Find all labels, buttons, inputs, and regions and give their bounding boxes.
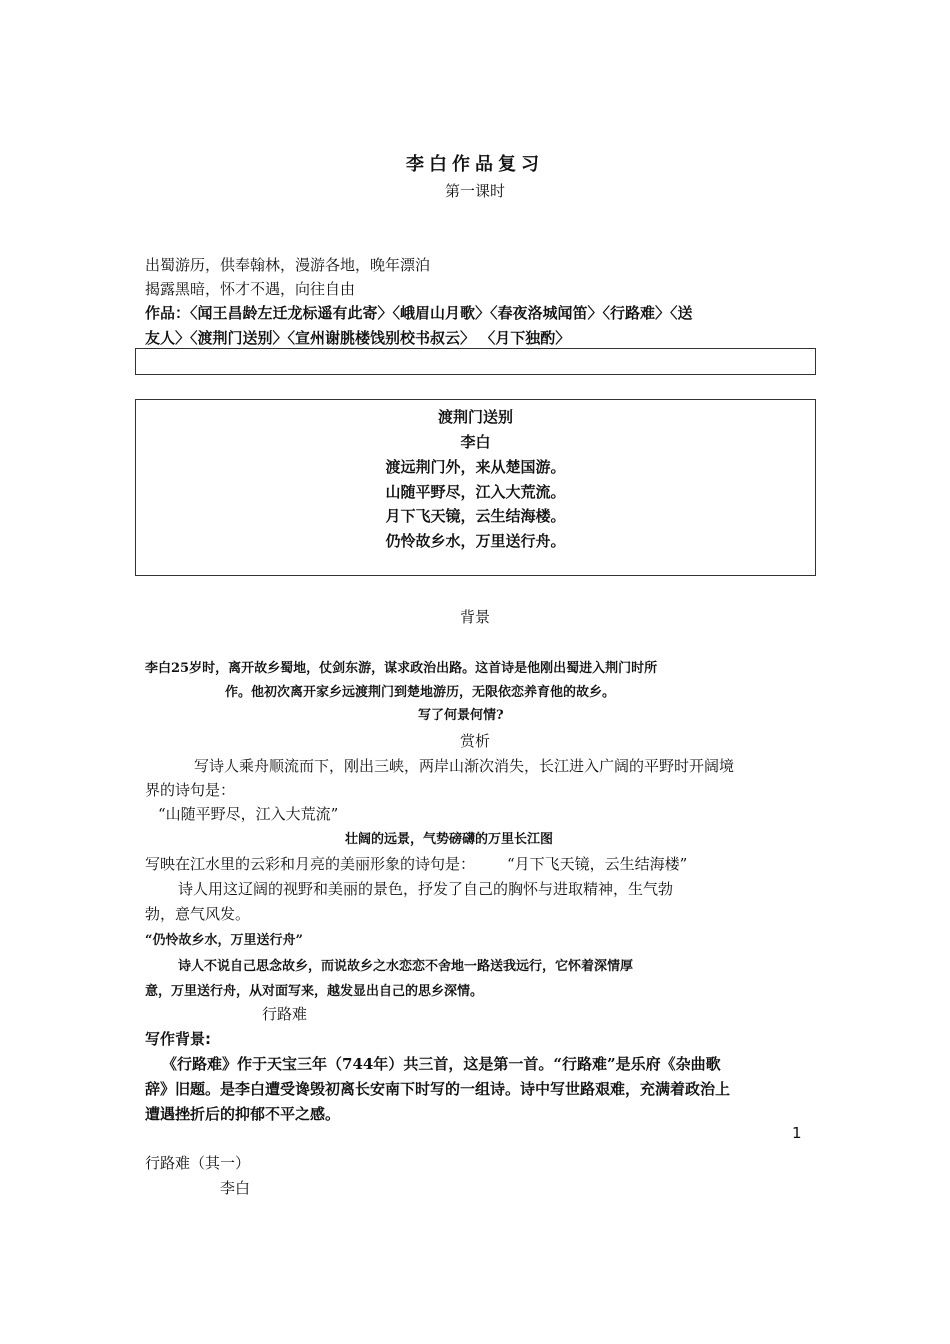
background-question: 写了何景何情?	[418, 708, 504, 723]
writing-background-line-2: 辞》旧题。是李白遭受谗毁初离长安南下时写的一组诗。诗中写世路艰难，充满着政治上	[145, 1080, 731, 1098]
poem-author: 李白	[460, 433, 491, 451]
poem-line-1: 渡远荆门外，来从楚国游。	[385, 458, 566, 476]
page-title: 李白作品复习	[406, 154, 544, 175]
poem-box	[135, 399, 816, 576]
background-text-1: 李白25岁时，离开故乡蜀地，仗剑东游，谋求政治出路。这首诗是他刚出蜀进入荆门时所	[145, 661, 658, 676]
poem-title: 渡荆门送别	[437, 408, 513, 426]
poem2-author: 李白	[220, 1179, 251, 1197]
background-heading: 背景	[459, 608, 490, 626]
writing-background-line-1: 《行路难》作于天宝三年（744年）共三首，这是第一首。“行路难”是乐府《杂曲歌	[162, 1055, 721, 1073]
appreciation-p2-quote: “月下飞天镜，云生结海楼”	[507, 855, 688, 873]
appreciation-p4-line-1: 诗人不说自己思念故乡，而说故乡之水恋恋不舍地一路送我远行，它怀着深情厚	[178, 959, 634, 974]
poem-line-3: 月下飞天镜，云生结海楼。	[385, 507, 566, 525]
background-text-2: 作。他初次离开家乡远渡荆门到楚地游历，无限依恋养育他的故乡。	[225, 685, 616, 700]
intro-line-2: 揭露黑暗，怀才不遇，向往自由	[145, 280, 356, 298]
appreciation-p3-line-1: 诗人用这辽阔的视野和美丽的景色，抒发了自己的胸怀与进取精神，生气勃	[178, 880, 674, 898]
appreciation-p1-line-1: 写诗人乘舟顺流而下，刚出三峡，两岸山渐次消失，长江进入广阔的平野时开阔境	[194, 757, 735, 775]
appreciation-heading: 赏析	[459, 732, 490, 750]
quote-2: “仍怜故乡水，万里送行舟”	[145, 933, 303, 948]
writing-background-line-3: 遭遇挫折后的抑郁不平之感。	[145, 1105, 341, 1123]
appreciation-p2-label: 写映在江水里的云彩和月亮的美丽形象的诗句是：	[145, 855, 476, 873]
writing-background-label: 写作背景:	[145, 1030, 211, 1048]
works-line-2: 友人〉〈渡荆门送别〉〈宣州谢朓楼饯别校书叔云〉 〈月下独酌〉	[145, 329, 571, 347]
page-subtitle: 第一课时	[444, 182, 505, 200]
page-number: 1	[792, 1124, 802, 1142]
poem-line-4: 仍怜故乡水，万里送行舟。	[385, 532, 566, 550]
intro-line-1: 出蜀游历，供奉翰林，漫游各地，晚年漂泊	[145, 256, 431, 274]
poem-line-2: 山随平野尽，江入大荒流。	[385, 483, 566, 501]
appreciation-p4-line-2: 意，万里送行舟，从对面写来，越发显出自己的思乡深情。	[145, 984, 484, 999]
appreciation-p1-line-2: 界的诗句是：	[145, 781, 236, 799]
empty-text-box	[135, 348, 816, 375]
works-line-1: 作品：〈闻王昌龄左迁龙标遥有此寄〉〈峨眉山月歌〉〈春夜洛城闻笛〉〈行路难〉〈送	[145, 304, 693, 322]
appreciation-p3-line-2: 勃，意气风发。	[145, 905, 251, 923]
note-1: 壮阔的远景，气势磅礴的万里长江图	[345, 832, 554, 847]
poem2-title: 行路难（其一）	[145, 1154, 251, 1172]
poem2-heading: 行路难	[262, 1005, 308, 1023]
quote-1: “山随平野尽，江入大荒流”	[158, 805, 339, 823]
